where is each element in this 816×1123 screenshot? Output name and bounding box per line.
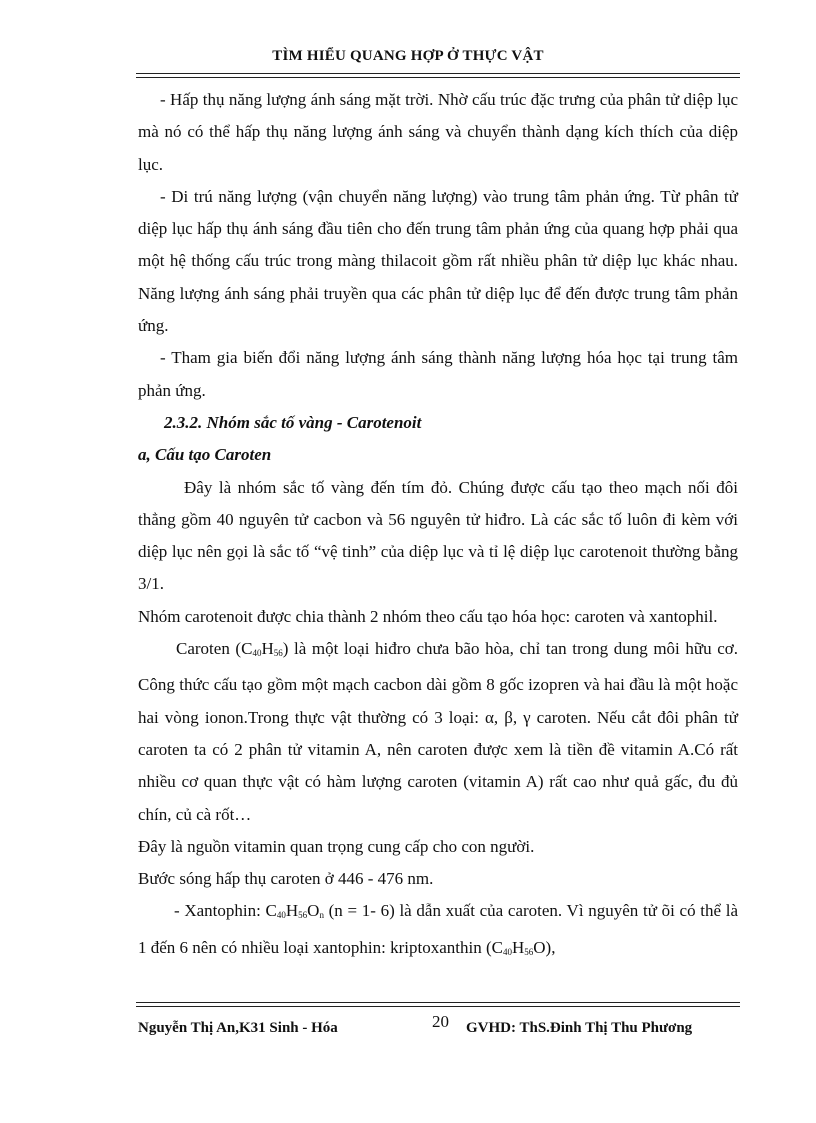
section-heading-carotenoid: 2.3.2. Nhóm sắc tố vàng - Carotenoit [164,412,422,432]
footer-supervisor: GVHD: ThS.Đinh Thị Thu Phương [466,1020,693,1036]
paragraph-energy-transfer: - Di trú năng lượng (vận chuyển năng lượng) vào trung tâm phản ứng. Từ phân tử diệp lục hấp thụ ánh sáng đầu tiên cho đến trung tâm phản ứng của quang hợp phải qua một hệ thống cấu trúc trong màng thilacoit gồm rất nhiều phân tử diệp lục khác nhau. Năng lượng ánh sáng phải truyền qua các phân tử diệp lục để đến được trung tâm phản ứng. [138,186,738,336]
subsection-heading-carotene: a, Cấu tạo Caroten [138,445,272,465]
paragraph-pigment-description: Đây là nhóm sắc tố vàng đến tím đỏ. Chúng được cấu tạo theo mạch nối đôi thẳng gồm 40 nguyên tử cacbon và 56 nguyên tử hiđro. Là các sắc tố luôn đi kèm với diệp lục nên gọi là sắc tố “vệ tinh” của diệp lục và tỉ lệ diệp lục carotenoit thường bằng 3/1. [138,477,738,594]
paragraph-energy-conversion: - Tham gia biến đổi năng lượng ánh sáng thành năng lượng hóa học tại trung tâm phản ứng. [138,348,738,400]
page-number: 20 [432,1012,449,1031]
footer-rule-bottom [136,1006,740,1007]
page-header-title: TÌM HIỂU QUANG HỢP Ở THỰC VẬT [272,48,544,64]
paragraph-absorb-light: - Hấp thụ năng lượng ánh sáng mặt trời. Nhờ cấu trúc đặc trưng của phân tử diệp lục mà nó có thể hấp thụ năng lượng ánh sáng và chuyển thành dạng kích thích của diệp lục. [138,90,738,174]
paragraph-carotene: Caroten $(C_{40}H_{56})$ là một loại hiđro chưa bão hòa, chỉ tan trong dung môi hữu cơ. Công thức cấu tạo gồm một mạch cacbon dài gồm 8 gốc izopren và hai đầu là một hoặc hai vòng ionon.Trong thực vật thường có 3 loại: α, β, γ caroten. Nếu cắt đôi phân tử caroten ta có 2 phân tử vitamin A, nên caroten được xem là tiền đề vitamin A.Có rất nhiều cơ quan thực vật có hàm lượng caroten (vitamin A) rất cao như quả gấc, đu đủ chín, củ cà rốt… [138,639,738,824]
paragraph-xanthophyll: - Xantophin: $C_{40}H_{56}O_n$ (n = 1- 6) là dẫn xuất của caroten. Vì nguyên tử õi có thể là 1 đến 6 nên có nhiều loại xantophin: kriptoxanthin $(C_{40}H_{56}O)$, [138,901,738,957]
document-body [138,84,738,968]
header-rule-bottom [136,77,740,78]
footer-author: Nguyễn Thị An,K31 Sinh - Hóa [138,1020,338,1036]
paragraph-absorption-wavelength: Bước sóng hấp thụ caroten ở 446 - 476 nm. [138,869,434,889]
header-rule-top [136,73,740,74]
paragraph-carotenoid-groups: Nhóm carotenoit được chia thành 2 nhóm theo cấu tạo hóa học: caroten và xantophil. [138,606,718,626]
footer-rule-top [136,1002,740,1003]
paragraph-vitamin-source: Đây là nguồn vitamin quan trọng cung cấp cho con người. [138,836,535,856]
